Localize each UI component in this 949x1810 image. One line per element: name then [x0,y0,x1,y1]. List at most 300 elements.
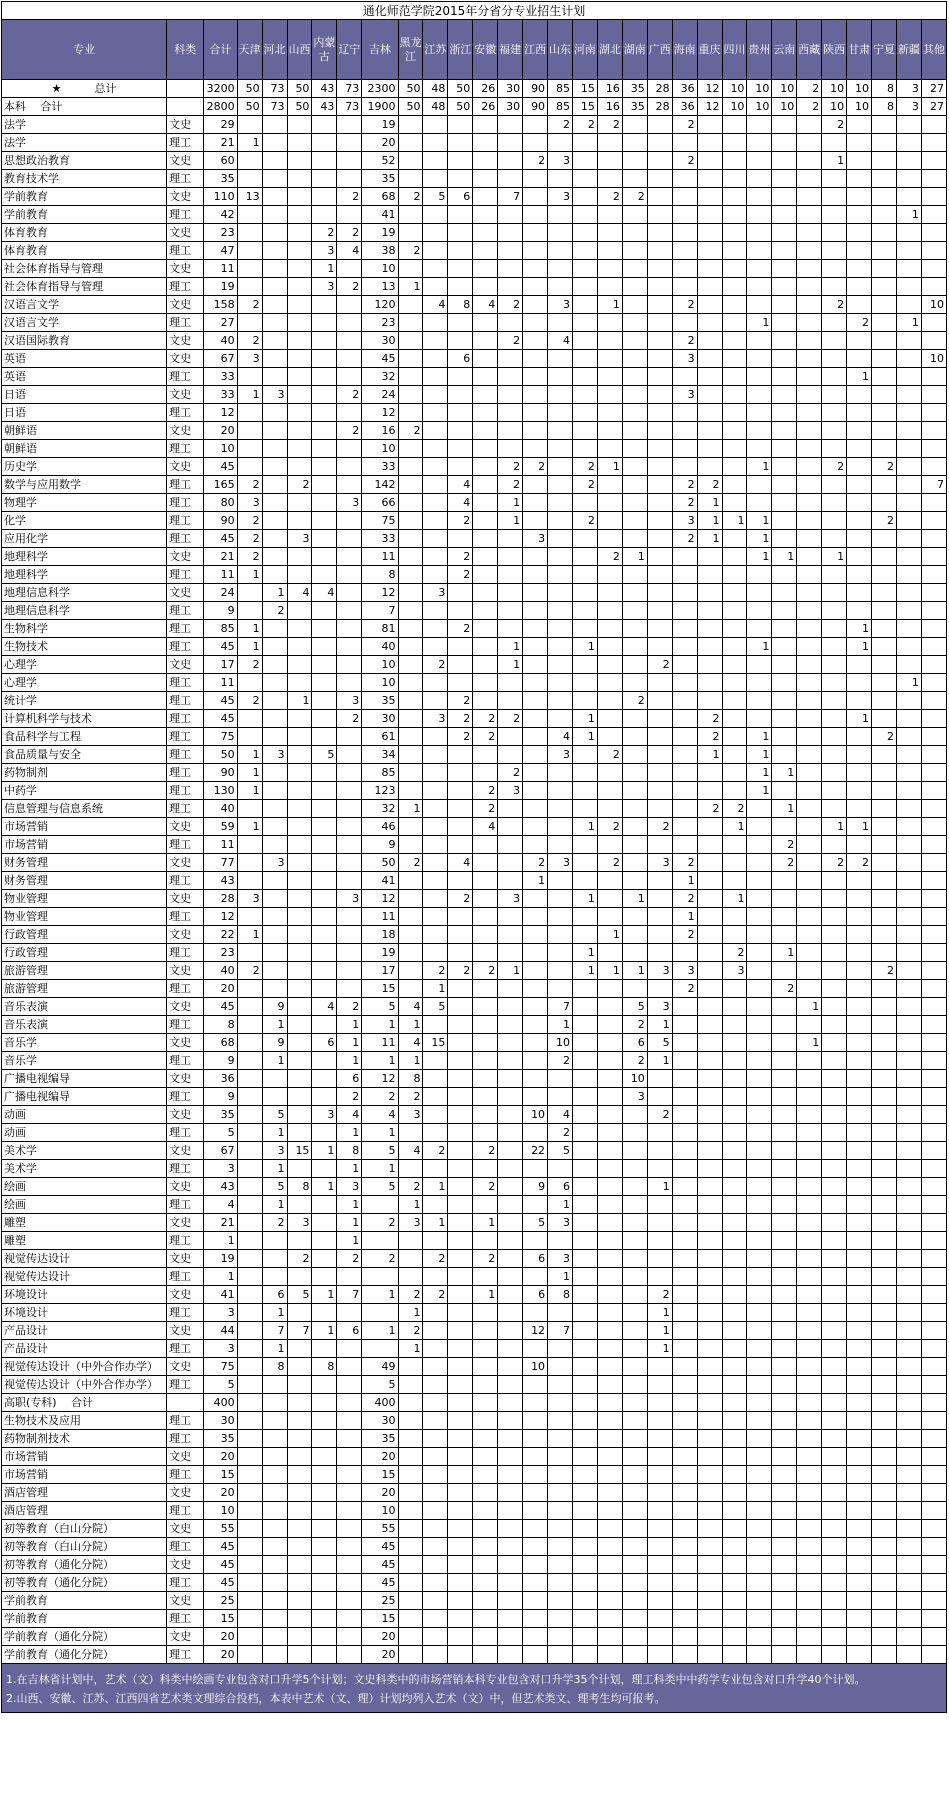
table-row [2,1034,947,1052]
quota-cell [548,674,573,692]
quota-cell: 2 [672,116,697,134]
quota-cell [548,494,573,512]
table-row [2,764,947,782]
quota-cell [697,1052,722,1070]
quota-cell: 1 [548,1268,573,1286]
total-cell: 67 [204,1142,237,1160]
quota-cell [697,1286,722,1304]
quota-cell [572,350,597,368]
quota-cell [237,908,262,926]
quota-cell [872,386,897,404]
table-row [2,1016,947,1034]
quota-cell [697,656,722,674]
quota-cell [597,1430,622,1448]
category-cell: 理工 [167,1610,204,1628]
quota-cell [822,1322,847,1340]
quota-cell [622,1196,647,1214]
quota-cell: 8 [398,1070,423,1088]
quota-cell [312,836,337,854]
quota-cell [572,1574,597,1592]
quota-cell [921,1448,946,1466]
quota-cell: 2 [237,692,262,710]
quota-cell [697,1304,722,1322]
quota-cell: 2 [423,1286,448,1304]
table-row [2,440,947,458]
quota-cell [423,1196,448,1214]
quota-cell [423,872,448,890]
quota-cell [772,314,797,332]
quota-cell [597,1142,622,1160]
category-cell: 文史 [167,386,204,404]
quota-cell [423,1052,448,1070]
quota-cell [473,206,498,224]
quota-cell [523,746,548,764]
quota-cell [822,890,847,908]
quota-cell: 2 [622,1052,647,1070]
quota-cell [423,368,448,386]
category-cell: 理工 [167,944,204,962]
quota-cell [622,1412,647,1430]
quota-cell [847,548,872,566]
table-row [2,530,947,548]
quota-cell [572,800,597,818]
quota-cell [262,548,287,566]
quota-cell [872,1088,897,1106]
quota-cell [822,1178,847,1196]
quota-cell [572,1394,597,1412]
quota-cell [262,980,287,998]
quota-cell [423,1430,448,1448]
category-cell: 理工 [167,638,204,656]
quota-cell: 10 [747,98,772,116]
quota-cell [473,854,498,872]
quota-cell [287,368,312,386]
quota-cell: 3 [722,962,747,980]
quota-cell [287,1160,312,1178]
quota-cell [722,1142,747,1160]
quota-cell [822,368,847,386]
quota-cell [448,1322,473,1340]
quota-cell [847,170,872,188]
quota-cell [822,206,847,224]
quota-cell [896,800,921,818]
quota-cell [498,1286,523,1304]
quota-cell [597,764,622,782]
quota-cell [398,170,423,188]
quota-cell: 2 [647,1286,672,1304]
quota-cell: 4 [448,854,473,872]
quota-cell [498,1070,523,1088]
quota-cell: 6 [523,1286,548,1304]
total-cell: 11 [204,260,237,278]
quota-cell: 55 [362,1520,398,1538]
quota-cell [572,1160,597,1178]
quota-cell [423,674,448,692]
quota-cell [398,674,423,692]
quota-cell [237,836,262,854]
total-cell: 11 [204,674,237,692]
quota-cell [597,422,622,440]
total-cell: 9 [204,1052,237,1070]
quota-cell [287,1592,312,1610]
header-province: 广西 [647,20,672,80]
header-province: 天津 [237,20,262,80]
total-cell: 45 [204,530,237,548]
quota-cell [672,692,697,710]
quota-cell [921,1106,946,1124]
quota-cell [921,1214,946,1232]
quota-cell [872,1448,897,1466]
quota-cell [921,1556,946,1574]
quota-cell [262,296,287,314]
quota-cell [896,602,921,620]
quota-cell: 3 [312,242,337,260]
quota-cell: 33 [362,458,398,476]
quota-cell [548,872,573,890]
quota-cell [498,1232,523,1250]
quota-cell: 1 [572,818,597,836]
quota-cell [747,188,772,206]
category-cell: 理工 [167,242,204,260]
quota-cell [398,1358,423,1376]
header-province: 吉林 [362,20,398,80]
quota-cell [672,1520,697,1538]
quota-cell: 1 [847,638,872,656]
quota-cell [697,1520,722,1538]
quota-cell [622,584,647,602]
quota-cell [697,440,722,458]
quota-cell [847,1340,872,1358]
total-cell: 75 [204,728,237,746]
quota-cell [262,1070,287,1088]
quota-cell [647,1196,672,1214]
quota-cell [622,836,647,854]
quota-cell: 2 [448,962,473,980]
quota-cell [647,1520,672,1538]
quota-cell [722,494,747,512]
quota-cell [523,1070,548,1088]
quota-cell [622,1142,647,1160]
quota-cell [622,170,647,188]
quota-cell [847,962,872,980]
quota-cell: 2 [597,548,622,566]
quota-cell: 3 [312,1106,337,1124]
quota-cell [498,674,523,692]
quota-cell: 1 [398,800,423,818]
quota-cell [287,800,312,818]
quota-cell [872,656,897,674]
quota-cell: 10 [822,80,847,98]
quota-cell [398,1394,423,1412]
quota-cell [448,134,473,152]
quota-cell: 1 [597,926,622,944]
quota-cell [622,1304,647,1322]
quota-cell [722,422,747,440]
quota-cell [872,476,897,494]
quota-cell [896,620,921,638]
quota-cell [872,854,897,872]
quota-cell [337,1610,362,1628]
quota-cell [398,1376,423,1394]
quota-cell [822,962,847,980]
major-cell: 市场营销 [2,1448,167,1466]
quota-cell [697,368,722,386]
quota-cell: 6 [312,1034,337,1052]
quota-cell [747,278,772,296]
quota-cell [921,728,946,746]
quota-cell [548,800,573,818]
quota-cell [797,1016,822,1034]
table-row [2,1286,947,1304]
quota-cell [597,1124,622,1142]
quota-cell [312,1250,337,1268]
quota-cell [797,1610,822,1628]
quota-cell [847,1646,872,1664]
header-category: 科类 [167,20,204,80]
quota-cell [523,1484,548,1502]
quota-cell [772,350,797,368]
major-cell: 物业管理 [2,908,167,926]
quota-cell [498,1556,523,1574]
quota-cell: 2 [398,854,423,872]
quota-cell [423,944,448,962]
quota-cell: 1 [697,494,722,512]
quota-cell [498,440,523,458]
table-row [2,1556,947,1574]
quota-cell [622,476,647,494]
quota-cell [622,1268,647,1286]
quota-cell [572,1052,597,1070]
quota-cell [523,926,548,944]
category-cell: 理工 [167,872,204,890]
quota-cell [498,224,523,242]
quota-cell [872,944,897,962]
quota-cell [797,206,822,224]
quota-cell: 85 [548,80,573,98]
quota-cell [872,260,897,278]
quota-cell [722,1592,747,1610]
major-cell: 财务管理 [2,854,167,872]
quota-cell [572,494,597,512]
quota-cell [647,1448,672,1466]
quota-cell [287,1340,312,1358]
quota-cell [423,728,448,746]
quota-cell [237,1484,262,1502]
quota-cell [896,1286,921,1304]
quota-cell [797,1268,822,1286]
quota-cell: 40 [362,638,398,656]
quota-cell [312,1214,337,1232]
quota-cell [597,1628,622,1646]
quota-cell [423,1340,448,1358]
quota-cell [921,692,946,710]
quota-cell [722,1538,747,1556]
quota-cell [622,674,647,692]
quota-cell: 1 [572,728,597,746]
category-cell: 理工 [167,1052,204,1070]
quota-cell: 1 [647,1052,672,1070]
quota-cell [237,944,262,962]
quota-cell [722,1376,747,1394]
quota-cell: 2 [872,512,897,530]
quota-cell: 2 [597,818,622,836]
major-cell: 地理信息科学 [2,584,167,602]
quota-cell [847,1196,872,1214]
quota-cell: 1 [597,962,622,980]
quota-cell [921,1412,946,1430]
quota-cell [548,1466,573,1484]
quota-cell: 1 [498,638,523,656]
quota-cell [797,440,822,458]
table-row [2,224,947,242]
quota-cell: 2 [822,116,847,134]
quota-cell [237,278,262,296]
quota-cell [896,1304,921,1322]
quota-cell [822,764,847,782]
quota-cell [772,1412,797,1430]
quota-cell: 2 [697,476,722,494]
quota-cell [448,206,473,224]
quota-cell [423,1646,448,1664]
quota-cell [312,548,337,566]
quota-cell [398,1628,423,1646]
quota-cell [312,1070,337,1088]
quota-cell [697,1484,722,1502]
quota-cell [697,638,722,656]
quota-cell [722,1502,747,1520]
category-cell: 文史 [167,332,204,350]
quota-cell [772,1574,797,1592]
quota-cell [872,1556,897,1574]
quota-cell [647,206,672,224]
quota-cell [312,674,337,692]
quota-cell [697,1574,722,1592]
quota-cell [921,746,946,764]
quota-cell [622,908,647,926]
quota-cell [337,980,362,998]
major-cell: 学前教育 [2,1610,167,1628]
category-cell: 文史 [167,1034,204,1052]
quota-cell [287,494,312,512]
quota-cell [498,1574,523,1592]
quota-cell [498,134,523,152]
quota-cell [597,836,622,854]
quota-cell: 1 [237,638,262,656]
quota-cell [747,224,772,242]
quota-cell [722,1304,747,1322]
quota-cell [672,458,697,476]
quota-cell: 2 [337,1088,362,1106]
quota-cell [697,1610,722,1628]
major-cell: 统计学 [2,692,167,710]
quota-cell [473,764,498,782]
quota-cell: 9 [262,1034,287,1052]
major-cell: 英语 [2,368,167,386]
quota-cell: 4 [448,494,473,512]
quota-cell [262,188,287,206]
quota-cell [572,1484,597,1502]
quota-cell [872,782,897,800]
quota-cell: 12 [362,890,398,908]
quota-cell: 1 [337,1196,362,1214]
quota-cell: 15 [362,1466,398,1484]
quota-cell [797,602,822,620]
quota-cell [672,1466,697,1484]
quota-cell [597,170,622,188]
quota-cell [498,566,523,584]
category-cell: 理工 [167,314,204,332]
quota-cell: 1 [237,386,262,404]
major-cell: ★ 总计 [2,80,167,98]
quota-cell [398,692,423,710]
quota-cell [772,530,797,548]
quota-cell [847,206,872,224]
quota-cell [847,944,872,962]
quota-cell [847,800,872,818]
plan-table [1,19,947,1664]
quota-cell [337,1574,362,1592]
quota-cell: 43 [312,98,337,116]
quota-cell [398,1268,423,1286]
major-cell: 市场营销 [2,836,167,854]
category-cell: 理工 [167,782,204,800]
quota-cell [312,476,337,494]
quota-cell [287,1016,312,1034]
quota-cell [523,800,548,818]
quota-cell [312,1556,337,1574]
quota-cell: 73 [262,80,287,98]
quota-cell [337,1448,362,1466]
category-cell: 文史 [167,260,204,278]
total-cell: 400 [204,1394,237,1412]
quota-cell [337,1376,362,1394]
quota-cell [312,1268,337,1286]
quota-cell: 3 [523,530,548,548]
quota-cell [523,1376,548,1394]
quota-cell [847,530,872,548]
quota-cell: 5 [423,188,448,206]
quota-cell [822,422,847,440]
quota-cell [548,1574,573,1592]
quota-cell [847,1250,872,1268]
quota-cell [672,746,697,764]
quota-cell [548,692,573,710]
quota-cell [772,1196,797,1214]
quota-cell [722,548,747,566]
quota-cell [722,566,747,584]
quota-cell [872,1628,897,1646]
quota-cell [262,1610,287,1628]
quota-cell: 4 [448,476,473,494]
quota-cell: 4 [548,332,573,350]
table-row [2,206,947,224]
quota-cell [262,728,287,746]
quota-cell [722,1034,747,1052]
quota-cell: 1 [622,548,647,566]
quota-cell: 12 [362,404,398,422]
quota-cell [572,170,597,188]
quota-cell [747,332,772,350]
quota-cell [847,584,872,602]
quota-cell [423,332,448,350]
quota-cell: 35 [622,98,647,116]
quota-cell [722,1160,747,1178]
quota-cell [523,602,548,620]
quota-cell [597,1376,622,1394]
quota-cell [448,980,473,998]
quota-cell: 2 [622,692,647,710]
quota-cell [747,890,772,908]
